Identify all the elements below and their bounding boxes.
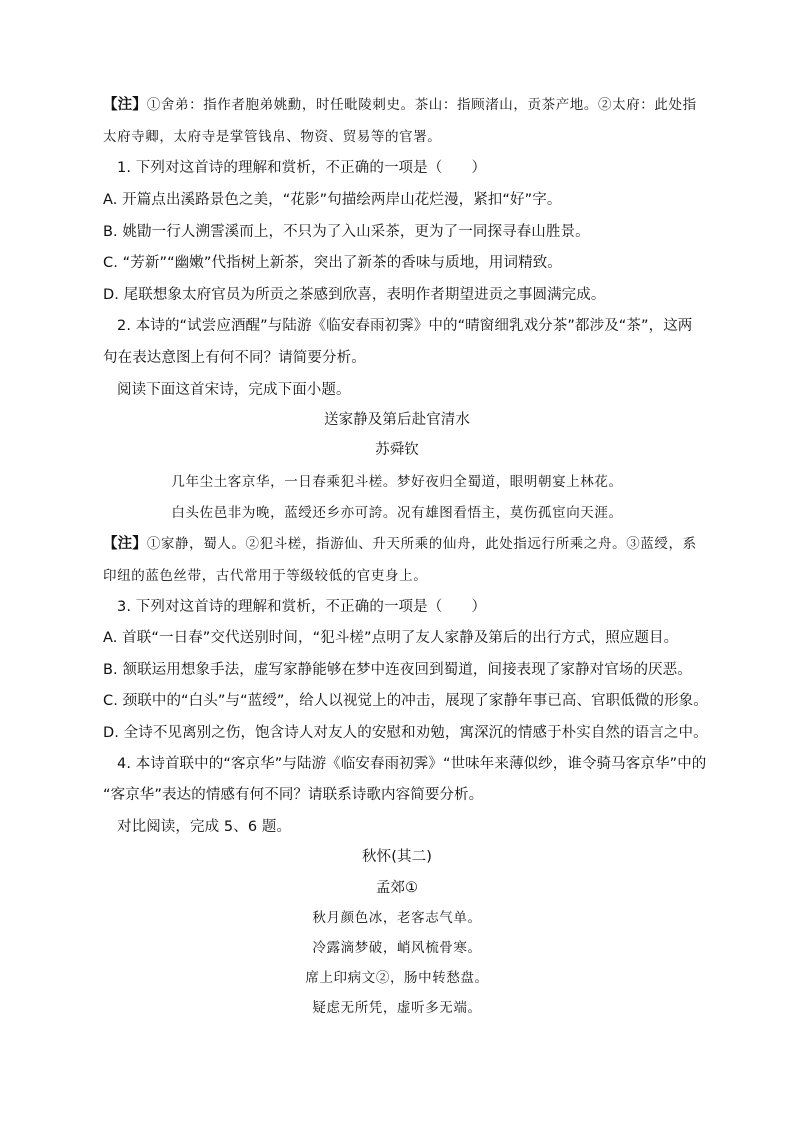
question-1-stem: 1. 下列对这首诗的理解和赏析，不正确的一项是（ ） xyxy=(117,160,487,176)
reading-instruction-3: 对比阅读，完成 5、6 题。 xyxy=(117,819,292,835)
question-4-line-2: “客京华”表达的情感有何不同？请联系诗歌内容简要分析。 xyxy=(103,787,484,803)
poem-3-author: 孟郊① xyxy=(375,880,419,896)
question-2-line-1: 2. 本诗的“试尝应酒醒”与陆游《临安春雨初霁》中的“晴窗细乳戏分茶”都涉及“茶”，这两 xyxy=(117,318,693,334)
note-1-line-1 xyxy=(103,95,723,115)
poem-2-line-2: 白头佐邑非为晚，蓝绶还乡亦可誇。况有雄图看悟主，莫伤孤宦向天涯。 xyxy=(171,505,623,521)
note-1-line-2: 太府寺卿，太府寺是掌管钱帛、物资、贸易等的官署。 xyxy=(103,129,442,145)
question-1-option-a: A. 开篇点出溪路景色之美，“花影”句描绘两岸山花烂漫，紧扣“好”字。 xyxy=(103,192,562,208)
note-text: ①家静，蜀人。②犯斗槎，指游仙、升天所乘的仙舟，此处指远行所乘之舟。③蓝绶，系 xyxy=(146,536,697,552)
note-2-line-1 xyxy=(103,534,723,554)
question-1-option-d: D. 尾联想象太府官员为所贡之茶感到欣喜，表明作者期望进贡之事圆满完成。 xyxy=(103,287,606,303)
poem-3-title: 秋怀(其二) xyxy=(362,849,432,865)
question-3-option-a: A. 首联“一日春”交代送别时间，“犯斗槎”点明了友人家静及第后的出行方式，照应题目。 xyxy=(103,630,679,646)
question-4-line-1: 4. 本诗首联中的“客京华”与陆游《临安春雨初霁》“世味年来薄似纱，谁令骑马客京华”中的 xyxy=(117,756,707,772)
poem-3-line-3: 席上印病文②，肠中转愁盘。 xyxy=(305,970,489,986)
note-label: 【注】 xyxy=(103,97,147,113)
question-3-stem: 3. 下列对这首诗的理解和赏析，不正确的一项是（ ） xyxy=(117,599,487,615)
question-1-option-c: C. “芳新”“幽嫩”代指树上新茶，突出了新茶的香味与质地，用词精致。 xyxy=(103,255,562,271)
question-3-option-b: B. 颔联运用想象手法，虚写家静能够在梦中连夜回到蜀道，间接表现了家静对官场的厌恶。 xyxy=(103,662,692,678)
note-text: ①舍弟：指作者胞弟姚勳，时任毗陵刺史。茶山：指顾渚山，贡茶产地。②太府：此处指 xyxy=(146,97,697,113)
reading-instruction-2: 阅读下面这首宋诗，完成下面小题。 xyxy=(117,382,351,398)
poem-3-line-1: 秋月颜色冰，老客志气单。 xyxy=(312,910,482,926)
question-3-option-c: C. 颈联中的“白头”与“蓝绶”，给人以视觉上的冲击，展现了家静年事已高、官职低微的形象。 xyxy=(103,693,708,709)
note-2-line-2: 印纽的蓝色丝带，古代常用于等级较低的官吏身上。 xyxy=(103,568,428,584)
poem-2-author: 苏舜钦 xyxy=(375,442,419,458)
question-1-option-b: B. 姚勖一行人溯霅溪而上，不只为了入山采茶，更为了一同探寻春山胜景。 xyxy=(103,224,590,240)
question-3-option-d: D. 全诗不见离别之伤，饱含诗人对友人的安慰和劝勉，寓深沉的情感于朴实自然的语言之中。 xyxy=(103,725,708,741)
question-2-line-2: 句在表达意图上有何不同？请简要分析。 xyxy=(103,350,366,366)
poem-3-line-2: 冷露滴梦破，峭风梳骨寒。 xyxy=(312,940,482,956)
poem-2-title: 送家静及第后赴官清水 xyxy=(324,412,470,428)
poem-2-line-1: 几年尘土客京华，一日春乘犯斗槎。梦好夜归全蜀道，眼明朝宴上林花。 xyxy=(171,474,623,490)
poem-3-line-4: 疑虑无所凭，虚听多无端。 xyxy=(312,1000,482,1016)
note-label: 【注】 xyxy=(103,536,147,552)
